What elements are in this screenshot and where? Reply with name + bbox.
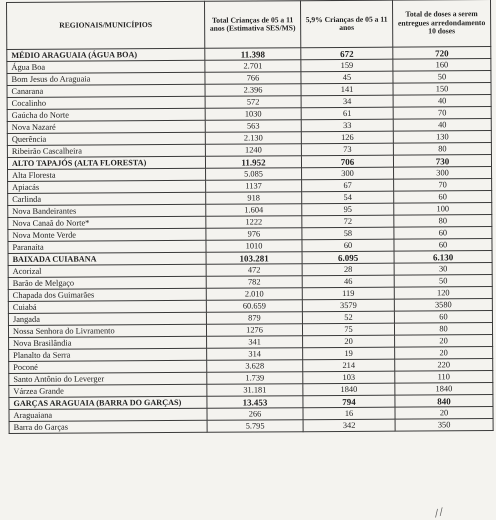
doses-cell: 80 [394,323,492,336]
municipality-cell: Gaúcha do Norte [7,108,205,121]
municipality-cell: Araguaiana [9,408,207,421]
percent-children-cell: 19 [303,347,395,360]
total-children-cell: 1137 [206,180,302,193]
municipality-cell: Jangada [8,312,206,325]
total-children-cell: 1276 [206,324,302,337]
municipality-cell: Paranaíta [8,240,206,253]
percent-children-cell: 28 [302,263,394,276]
percent-children-cell: 706 [301,155,393,168]
doses-cell: 110 [395,371,493,384]
doses-cell: 150 [393,83,491,96]
percent-children-cell: 300 [302,167,394,180]
municipality-cell: Cuiabá [8,300,206,313]
doses-cell: 6.130 [394,251,492,264]
doses-cell: 50 [394,275,492,288]
doses-cell: 20 [395,347,493,360]
percent-children-cell: 1840 [303,383,395,396]
percent-children-cell: 73 [301,143,393,156]
municipality-cell: MÉDIO ARAGUAIA (ÁGUA BOA) [7,48,205,61]
doses-cell: 40 [393,119,491,132]
total-children-cell: 2.130 [205,132,301,145]
total-children-cell: 472 [206,264,302,277]
municipality-cell: Nova Brasilândia [9,336,207,349]
total-children-cell: 341 [207,336,303,349]
municipality-cell: Querência [7,132,205,145]
municipality-cell: Santo Antônio do Leverger [9,372,207,385]
doses-cell: 60 [394,227,492,240]
percent-children-cell: 72 [302,215,394,228]
municipality-cell: Bom Jesus do Araguaia [7,72,205,85]
percent-children-cell: 141 [301,83,393,96]
header-total-children: Total Crianças de 05 a 11 anos (Estimativa SES/MS) [204,1,300,49]
total-children-cell: 2.701 [205,60,301,73]
percent-children-cell: 60 [302,239,394,252]
percent-children-cell: 54 [302,191,394,204]
doses-cell: 120 [394,287,492,300]
pen-mark: ⁄ ⁄ [434,507,445,520]
total-children-cell: 11.952 [205,156,301,169]
percent-children-cell: 58 [302,227,394,240]
municipality-cell: GARÇAS ARAGUAIA (BARRA DO GARÇAS) [9,396,207,409]
doses-cell: 60 [394,191,492,204]
municipality-cell: Carlinda [8,192,206,205]
doses-cell: 70 [393,107,491,120]
percent-children-cell: 20 [303,335,395,348]
total-children-cell: 1.604 [206,204,302,217]
doses-cell: 30 [394,263,492,276]
municipality-cell: Cocalinho [7,96,205,109]
total-children-cell: 314 [207,348,303,361]
percent-children-cell: 52 [302,311,394,324]
percent-children-cell: 103 [303,371,395,384]
percent-children-cell: 95 [302,203,394,216]
municipality-cell: Nossa Senhora do Livramento [8,324,206,337]
total-children-cell: 1010 [206,240,302,253]
percent-children-cell: 33 [301,119,393,132]
doses-cell: 70 [394,179,492,192]
percent-children-cell: 75 [302,323,394,336]
doses-cell: 130 [393,131,491,144]
total-children-cell: 5.795 [207,420,303,433]
percent-children-cell: 6.095 [302,251,394,264]
municipality-cell: BAIXADA CUIABANA [8,252,206,265]
percent-children-cell: 672 [301,47,393,60]
doses-cell: 40 [393,95,491,108]
municipality-cell: Nova Monte Verde [8,228,206,241]
municipality-cell: ALTO TAPAJÓS (ALTA FLORESTA) [7,156,205,169]
doses-cell: 80 [394,215,492,228]
doses-cell: 840 [395,395,493,408]
total-children-cell: 266 [207,408,303,421]
municipality-cell: Chapada dos Guimarães [8,288,206,301]
doses-cell: 730 [393,155,491,168]
table-row [9,419,493,434]
municipality-cell: Apiacás [8,180,206,193]
total-children-cell: 1240 [205,144,301,157]
total-children-cell: 1.739 [207,372,303,385]
total-children-cell: 11.398 [205,48,301,61]
percent-children-cell: 34 [301,95,393,108]
doses-cell: 720 [393,47,491,60]
total-children-cell: 572 [205,96,301,109]
total-children-cell: 1030 [205,108,301,121]
total-children-cell: 879 [206,312,302,325]
total-children-cell: 3.628 [207,360,303,373]
total-children-cell: 1222 [206,216,302,229]
percent-children-cell: 126 [301,131,393,144]
doses-cell: 3580 [394,299,492,312]
total-children-cell: 976 [206,228,302,241]
percent-children-cell: 46 [302,275,394,288]
total-children-cell: 13.453 [207,396,303,409]
total-children-cell: 563 [205,120,301,133]
total-children-cell: 918 [206,192,302,205]
doses-cell: 20 [395,407,493,420]
header-percent-children: 5,9% Crianças de 05 a 11 anos [300,0,392,48]
percent-children-cell: 794 [303,395,395,408]
percent-children-cell: 3579 [302,299,394,312]
doses-cell: 60 [394,239,492,252]
doses-cell: 100 [394,203,492,216]
total-children-cell: 766 [205,72,301,85]
doses-cell: 300 [394,167,492,180]
municipality-cell: Acorizal [8,264,206,277]
percent-children-cell: 214 [303,359,395,372]
percent-children-cell: 16 [303,407,395,420]
header-total-doses: Total de doses a serem entregues arredondamento 10 doses [392,0,490,47]
vaccine-distribution-table [6,0,494,434]
doses-cell: 220 [395,359,493,372]
municipality-cell: Alta Floresta [8,168,206,181]
total-children-cell: 31.181 [207,384,303,397]
percent-children-cell: 61 [301,107,393,120]
total-children-cell: 2.396 [205,84,301,97]
table-body [7,47,493,434]
total-children-cell: 103.281 [206,252,302,265]
percent-children-cell: 119 [302,287,394,300]
municipality-cell: Nova Bandeirantes [8,204,206,217]
percent-children-cell: 45 [301,71,393,84]
municipality-cell: Canarana [7,84,205,97]
percent-children-cell: 67 [302,179,394,192]
municipality-cell: Ribeirão Cascalheira [7,144,205,157]
doses-cell: 350 [395,419,493,432]
doses-cell: 20 [395,335,493,348]
total-children-cell: 782 [206,276,302,289]
percent-children-cell: 342 [303,419,395,432]
doses-cell: 50 [393,71,491,84]
total-children-cell: 5.085 [206,168,302,181]
municipality-cell: Barão de Melgaço [8,276,206,289]
municipality-cell: Nova Nazaré [7,120,205,133]
municipality-cell: Poconé [9,360,207,373]
doses-cell: 60 [394,311,492,324]
doses-cell: 80 [393,143,491,156]
municipality-cell: Barra do Garças [9,420,207,433]
table-header-row [7,0,491,49]
header-regions: REGIONAIS/MUNICÍPIOS [7,1,205,49]
total-children-cell: 2.010 [206,288,302,301]
total-children-cell: 60.659 [206,300,302,313]
municipality-cell: Nova Canaã do Norte* [8,216,206,229]
doses-cell: 1840 [395,383,493,396]
percent-children-cell: 159 [301,59,393,72]
municipality-cell: Água Boa [7,60,205,73]
municipality-cell: Várzea Grande [9,384,207,397]
doses-cell: 160 [393,59,491,72]
municipality-cell: Planalto da Serra [9,348,207,361]
